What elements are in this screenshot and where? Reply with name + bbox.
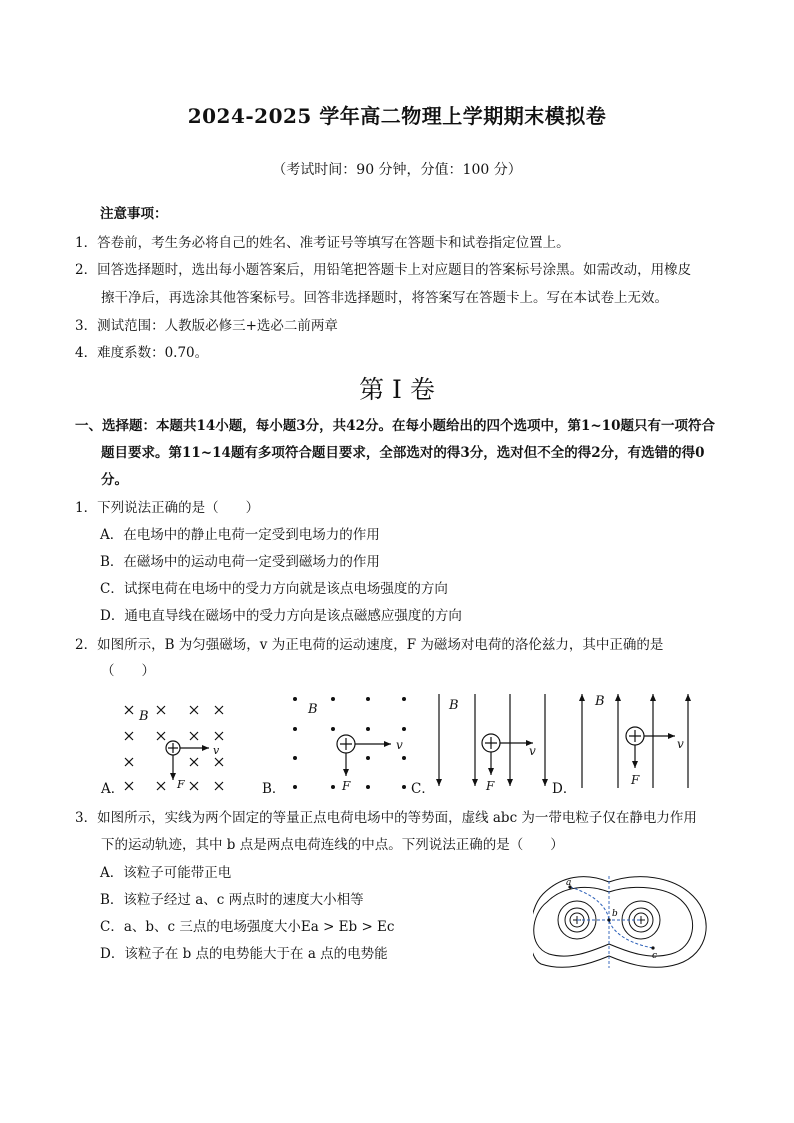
- option-c-label: C．: [411, 781, 435, 797]
- q2-stem-bracket: （ ）: [101, 663, 155, 679]
- q3-option-d: D．该粒子在 b 点的电势能大于在 a 点的电势能: [100, 946, 388, 962]
- force-label: F: [177, 778, 185, 791]
- equipotential-outer: [533, 877, 706, 968]
- note-item: 擦干净后，再选涂其他答案标号。回答非选择题时，将答案写在答题卡上。写在本试卷上无效。: [101, 290, 668, 306]
- q1-option-a: A．在电场中的静止电荷一定受到电场力的作用: [100, 527, 380, 543]
- field-label: B: [139, 709, 149, 724]
- option-d-label: D．: [552, 781, 577, 797]
- option-a-label: A．: [101, 781, 125, 797]
- q1-stem: 1．下列说法正确的是（ ）: [75, 500, 260, 516]
- exam-info: （考试时间：90 分钟，分值：100 分）: [272, 162, 522, 178]
- page-title: 2024-2025 学年高二物理上学期期末模拟卷: [187, 104, 607, 128]
- section-instructions: 一、选择题：本题共14小题，每小题3分，共42分。在每小题给出的四个选项中，第1~10题只有一项符合: [75, 418, 715, 434]
- figure-d: [552, 694, 688, 797]
- field-label: B: [449, 698, 459, 713]
- charge: [337, 735, 355, 753]
- q3-option-c: C．a、b、c 三点的电场强度大小Ea > Eb > Ec: [100, 919, 395, 935]
- q3-option-b: B．该粒子经过 a、c 两点时的速度大小相等: [100, 892, 364, 908]
- figure-b: [262, 697, 406, 797]
- figure-c: [411, 694, 545, 797]
- field-label: B: [308, 702, 318, 717]
- figure-a: [100, 706, 223, 797]
- volume-title: 第 I 卷: [359, 375, 435, 404]
- field-label: B: [595, 694, 605, 709]
- velocity-label: v: [677, 737, 684, 751]
- charge: [626, 727, 644, 745]
- notes-heading: 注意事项：: [100, 206, 168, 222]
- force-label: F: [342, 779, 351, 793]
- q2-figures: [95, 688, 715, 800]
- charge: [482, 734, 500, 752]
- q3-figure: [533, 874, 713, 970]
- q1-option-d: D．通电直导线在磁场中的受力方向是该点磁感应强度的方向: [100, 608, 462, 624]
- point-a-label: a: [566, 878, 572, 888]
- velocity-label: v: [529, 744, 536, 758]
- point-c-label: c: [652, 951, 658, 961]
- q3-stem: 下的运动轨迹，其中 b 点是两点电荷连线的中点。下列说法正确的是（ ）: [101, 837, 564, 853]
- equipotential: [534, 887, 693, 956]
- force-label: F: [486, 779, 495, 793]
- q1-option-b: B．在磁场中的运动电荷一定受到磁场力的作用: [100, 554, 380, 570]
- q2-stem: 2．如图所示，B 为匀强磁场，v 为正电荷的运动速度，F 为磁场对电荷的洛伦兹力，其中正确的是: [75, 637, 664, 653]
- q1-option-c: C．试探电荷在电场中的受力方向就是该点电场强度的方向: [100, 581, 448, 597]
- point-b-label: b: [612, 909, 618, 919]
- note-item: 4．难度系数：0.70。: [75, 345, 209, 361]
- note-item: 2．回答选择题时，选出每小题答案后，用铅笔把答题卡上对应题目的答案标号涂黑。如需改动，用橡皮: [75, 262, 692, 278]
- force-label: F: [631, 773, 640, 787]
- option-b-label: B．: [262, 781, 286, 797]
- section-instructions: 题目要求。第11~14题有多项符合题目要求，全部选对的得3分，选对但不全的得2分，有选错的得0: [101, 445, 705, 461]
- note-item: 3．测试范围：人教版必修三+选必二前两章: [75, 318, 338, 334]
- q3-option-a: A．该粒子可能带正电: [100, 865, 232, 881]
- section-instructions: 分。: [101, 472, 128, 488]
- note-item: 1．答卷前，考生务必将自己的姓名、准考证号等填写在答题卡和试卷指定位置上。: [75, 235, 570, 251]
- velocity-label: v: [396, 738, 403, 752]
- velocity-label: v: [213, 744, 220, 757]
- charge: [166, 741, 180, 755]
- q3-stem: 3．如图所示，实线为两个固定的等量正点电荷电场中的等势面，虚线 abc 为一带电粒子仅在静电力作用: [75, 810, 697, 826]
